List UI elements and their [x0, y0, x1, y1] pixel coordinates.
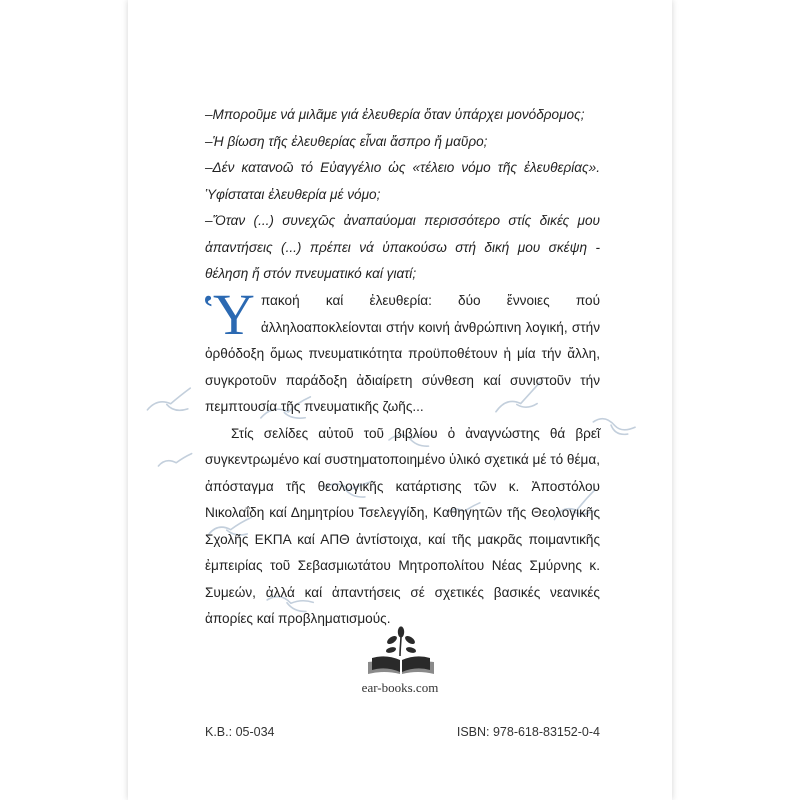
description-block [205, 282, 600, 633]
question-4: –Ὅταν (...) συνεχῶς ἀναπαύομαι περισσότερο στίς δικές μου ἀπαντήσεις (...) πρέπει νά ὑπακούσω στή δική μου σκέψη - θέληση ἤ στόν πνευματικό καί γιατί; [205, 213, 600, 281]
open-book-with-sprout-icon [364, 626, 438, 678]
question-2: –Ἡ βίωση τῆς ἐλευθερίας εἶναι ἄσπρο ἤ μαῦρο; [205, 133, 488, 149]
publisher-website: ear-books.com [361, 680, 439, 695]
bird-icon [145, 388, 194, 416]
isbn: ISBN: 978-618-83152-0-4 [456, 725, 600, 739]
book-back-cover [128, 0, 672, 800]
bird-icon [158, 454, 193, 466]
question-3: –Δέν κατανοῶ τό Εὐαγγέλιο ὡς «τέλειο νόμο τῆς ἐλευθερίας». Ὑφίσταται ἐλευθερία μέ νόμο; [205, 160, 600, 202]
question-1: –Μποροῦμε νά μιλᾶμε γιά ἐλευθερία ὅταν ὑπάρχει μονόδρομος; [205, 107, 585, 122]
drop-cap: Ὑ [205, 282, 255, 347]
questions-block [205, 102, 600, 288]
description-paragraph-2: Στίς σελίδες αὐτοῦ τοῦ βιβλίου ὁ ἀναγνώστης θά βρεῖ συγκεντρωμένο καί συστηματοποιημένο ὑλικό σχετικά μέ τό θέμα, ἀπόσταγμα τῆς θεολογικῆς κατάρτισης τῶν κ. Ἀποστόλου Νικολαΐδη καί Δημητρίου Τσελεγγίδη, Καθηγητῶν τῆς Θεολογικῆς Σχολῆς ΕΚΠΑ καί ΑΠΘ ἀντίστοιχα, καί τῆς μακρᾶς ποιμαντικῆς ἐμπειρίας τοῦ Σεβασμιωτάτου Μητροπολίτου Νέας Σμύρνης κ. Συμεών, ἀλλά καί ἀπαντήσεις σέ σχετικές βασικές νεανικές ἀπορίες καί προβληματισμούς. [205, 425, 600, 626]
description-paragraph-1: Ὑπακοή καί ἐλευθερία: δύο ἔννοιες πού ἀλληλοαποκλείονται στήν κοινή ἀνθρώπινη λογική, στήν ὀρθόδοξη ὅμως πνευματικότητα προϋποθέτουν ἡ μία τήν ἄλλη, συγκροτοῦν παράδοξη ἀδιαίρετη σύνθεση καί συνιστοῦν τήν πεμπτουσία τῆς πνευματικῆς ζωῆς... [205, 282, 600, 414]
catalog-code: Κ.Β.: 05-034 [205, 725, 275, 739]
